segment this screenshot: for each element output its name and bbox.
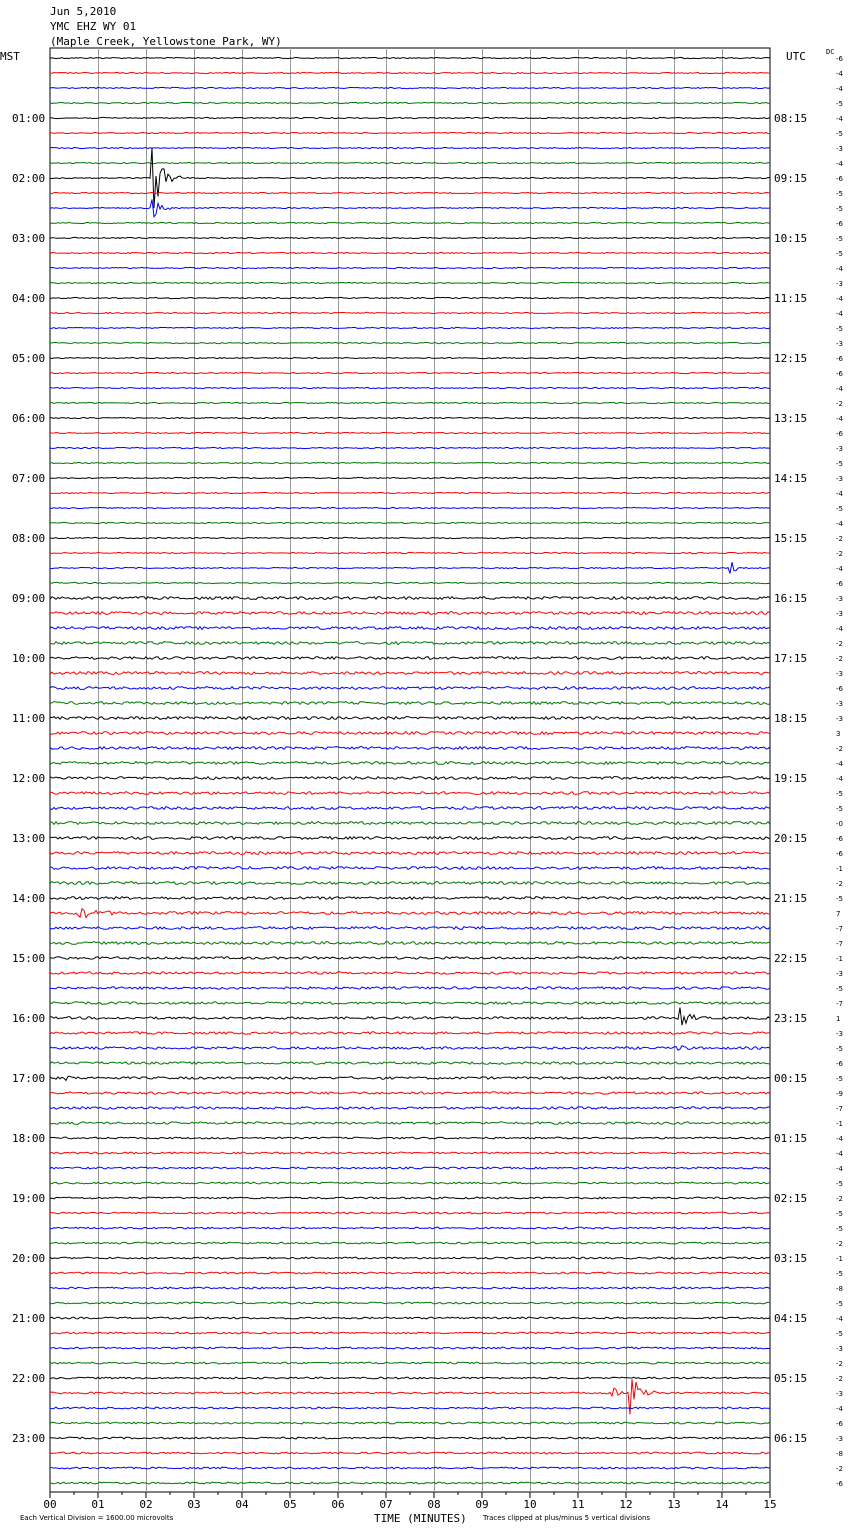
seismic-trace — [50, 762, 770, 765]
mst-hour-label: 16:00 — [12, 1012, 46, 1025]
seismic-trace — [50, 672, 770, 675]
utc-hour-label: 23:15 — [774, 1012, 808, 1025]
seismic-trace — [50, 1422, 770, 1424]
dc-offset-label: -5 — [836, 130, 843, 138]
seismic-trace — [50, 297, 770, 298]
dc-offset-label: -2 — [836, 1375, 843, 1383]
utc-hour-label: 16:15 — [774, 592, 808, 605]
utc-hour-label: 22:15 — [774, 952, 808, 965]
seismic-trace — [50, 957, 770, 959]
seismic-trace — [50, 942, 770, 945]
mst-hour-label: 13:00 — [12, 832, 46, 845]
dc-label: DC — [826, 48, 835, 56]
seismic-trace — [50, 387, 770, 388]
x-tick-label: 15 — [763, 1498, 777, 1511]
seismic-trace — [50, 909, 770, 918]
seismic-trace — [50, 852, 770, 855]
dc-offset-label: -2 — [836, 1465, 843, 1473]
seismic-trace — [50, 492, 770, 493]
dc-offset-label: -4 — [836, 1150, 843, 1158]
dc-offset-label: -5 — [836, 1180, 843, 1188]
dc-offset-label: -4 — [836, 1135, 843, 1143]
seismic-trace — [50, 282, 770, 283]
dc-offset-label: -4 — [836, 310, 843, 318]
seismic-trace — [50, 642, 770, 645]
seismic-trace — [50, 342, 770, 343]
seismic-trace — [50, 1046, 770, 1051]
dc-offset-label: -5 — [836, 1045, 843, 1053]
dc-offset-label: -6 — [836, 355, 843, 363]
utc-hour-label: 13:15 — [774, 412, 808, 425]
dc-offset-label: -2 — [836, 1360, 843, 1368]
dc-offset-label: -5 — [836, 1225, 843, 1233]
dc-offset-label: -3 — [836, 700, 843, 708]
seismic-trace — [50, 102, 770, 103]
x-tick-label: 06 — [331, 1498, 345, 1511]
dc-offset-label: -2 — [836, 745, 843, 753]
dc-offset-label: -5 — [836, 505, 843, 513]
seismic-trace — [50, 1182, 770, 1184]
seismic-trace — [50, 1467, 770, 1469]
seismic-trace — [50, 1302, 770, 1304]
seismic-trace — [50, 357, 770, 358]
mst-hour-label: 03:00 — [12, 232, 46, 245]
seismic-trace — [50, 1332, 770, 1334]
seismic-trace — [50, 1482, 770, 1484]
header-date: Jun 5,2010 — [50, 5, 117, 18]
dc-offset-label: -4 — [836, 115, 843, 123]
dc-offset-label: -5 — [836, 790, 843, 798]
seismic-trace — [50, 552, 770, 553]
seismic-trace — [50, 792, 770, 795]
mst-hour-label: 23:00 — [12, 1432, 46, 1445]
seismic-trace — [50, 327, 770, 328]
mst-hour-label: 04:00 — [12, 292, 46, 305]
dc-offset-label: -5 — [836, 250, 843, 258]
dc-offset-label: -4 — [836, 265, 843, 273]
seismic-trace — [50, 132, 770, 133]
dc-offset-label: -4 — [836, 1165, 843, 1173]
seismic-trace — [50, 927, 770, 930]
seismic-trace — [50, 562, 770, 573]
x-tick-label: 10 — [523, 1498, 537, 1511]
seismic-trace — [50, 717, 770, 720]
dc-offset-label: -4 — [836, 1405, 843, 1413]
dc-offset-label: -0 — [836, 820, 843, 828]
seismic-trace — [50, 162, 770, 163]
seismic-trace — [50, 972, 770, 974]
dc-offset-label: -5 — [836, 1075, 843, 1083]
dc-offset-label: -9 — [836, 1090, 843, 1098]
dc-offset-label: -4 — [836, 625, 843, 633]
seismic-trace — [50, 1032, 770, 1034]
mst-hour-label: 15:00 — [12, 952, 46, 965]
dc-offset-label: 3 — [836, 730, 841, 738]
dc-offset-label: -8 — [836, 1450, 843, 1458]
dc-offset-label: -3 — [836, 280, 843, 288]
dc-offset-label: -3 — [836, 970, 843, 978]
x-tick-label: 01 — [91, 1498, 105, 1511]
utc-hour-label: 19:15 — [774, 772, 808, 785]
seismic-trace — [50, 1452, 770, 1454]
dc-offset-label: -1 — [836, 1255, 843, 1263]
seismic-trace — [50, 267, 770, 268]
seismic-trace — [50, 1076, 770, 1080]
utc-hour-label: 14:15 — [774, 472, 808, 485]
dc-offset-label: -2 — [836, 400, 843, 408]
dc-offset-label: -3 — [836, 445, 843, 453]
utc-hour-label: 01:15 — [774, 1132, 808, 1145]
seismic-trace — [50, 222, 770, 223]
dc-offset-label: -3 — [836, 595, 843, 603]
utc-hour-label: 00:15 — [774, 1072, 808, 1085]
dc-offset-label: 7 — [836, 910, 841, 918]
dc-offset-label: -3 — [836, 475, 843, 483]
seismic-trace — [50, 702, 770, 705]
dc-offset-label: -6 — [836, 580, 843, 588]
dc-offset-label: -4 — [836, 85, 843, 93]
seismic-trace — [50, 627, 770, 630]
x-tick-label: 04 — [235, 1498, 249, 1511]
dc-offset-label: -5 — [836, 325, 843, 333]
mst-hour-label: 07:00 — [12, 472, 46, 485]
dc-offset-label: -3 — [836, 610, 843, 618]
dc-offset-label: -6 — [836, 175, 843, 183]
mst-hour-label: 18:00 — [12, 1132, 46, 1145]
dc-offset-label: -5 — [836, 190, 843, 198]
x-tick-label: 00 — [43, 1498, 57, 1511]
dc-offset-label: -4 — [836, 760, 843, 768]
seismic-trace — [50, 477, 770, 478]
utc-hour-label: 02:15 — [774, 1192, 808, 1205]
dc-offset-label: -3 — [836, 715, 843, 723]
dc-offset-label: -6 — [836, 1480, 843, 1488]
dc-offset-label: -4 — [836, 1315, 843, 1323]
seismic-trace — [50, 148, 770, 209]
seismic-trace — [50, 1062, 770, 1064]
dc-offset-label: -7 — [836, 940, 843, 948]
utc-hour-label: 21:15 — [774, 892, 808, 905]
seismic-trace — [50, 1212, 770, 1214]
seismic-trace — [50, 199, 770, 216]
dc-offset-label: -2 — [836, 655, 843, 663]
dc-offset-label: -2 — [836, 1240, 843, 1248]
seismic-trace — [50, 747, 770, 750]
seismic-trace — [50, 582, 770, 583]
seismic-trace — [50, 1272, 770, 1274]
mst-hour-label: 08:00 — [12, 532, 46, 545]
seismic-trace — [50, 1347, 770, 1349]
dc-offset-label: -1 — [836, 955, 843, 963]
dc-offset-label: -1 — [836, 1120, 843, 1128]
x-tick-label: 07 — [379, 1498, 393, 1511]
x-axis-title: TIME (MINUTES) — [374, 1512, 467, 1525]
dc-offset-label: -4 — [836, 490, 843, 498]
mst-hour-label: 20:00 — [12, 1252, 46, 1265]
dc-offset-label: -3 — [836, 1390, 843, 1398]
dc-offset-label: -4 — [836, 775, 843, 783]
seismic-trace — [50, 462, 770, 463]
x-tick-label: 08 — [427, 1498, 441, 1511]
dc-offset-label: -3 — [836, 145, 843, 153]
seismic-trace — [50, 612, 770, 615]
dc-offset-label: -4 — [836, 520, 843, 528]
mst-hour-label: 11:00 — [12, 712, 46, 725]
seismic-trace — [50, 1167, 770, 1169]
seismic-trace — [50, 1379, 770, 1414]
mst-hour-label: 09:00 — [12, 592, 46, 605]
seismic-trace — [50, 777, 770, 780]
seismic-trace — [50, 732, 770, 735]
seismic-trace — [50, 867, 770, 870]
seismic-trace — [50, 237, 770, 238]
seismic-trace — [50, 1002, 770, 1004]
seismic-trace — [50, 1287, 770, 1289]
dc-offset-label: -4 — [836, 160, 843, 168]
dc-offset-label: -5 — [836, 1330, 843, 1338]
utc-hour-label: 12:15 — [774, 352, 808, 365]
dc-offset-label: -6 — [836, 430, 843, 438]
seismic-trace — [50, 657, 770, 660]
dc-offset-label: -5 — [836, 460, 843, 468]
mst-hour-label: 22:00 — [12, 1372, 46, 1385]
mst-hour-label: 19:00 — [12, 1192, 46, 1205]
seismic-trace — [50, 1407, 770, 1409]
seismic-trace — [50, 312, 770, 313]
seismic-trace — [50, 1317, 770, 1319]
x-tick-label: 13 — [667, 1498, 681, 1511]
mst-hour-label: 10:00 — [12, 652, 46, 665]
utc-hour-label: 11:15 — [774, 292, 808, 305]
dc-offset-label: -3 — [836, 670, 843, 678]
mst-hour-label: 12:00 — [12, 772, 46, 785]
seismic-trace — [50, 1197, 770, 1199]
mst-hour-label: 02:00 — [12, 172, 46, 185]
dc-offset-label: -2 — [836, 550, 843, 558]
dc-offset-label: -6 — [836, 370, 843, 378]
mst-hour-label: 21:00 — [12, 1312, 46, 1325]
dc-offset-label: -6 — [836, 220, 843, 228]
dc-offset-label: -5 — [836, 895, 843, 903]
dc-offset-label: -6 — [836, 835, 843, 843]
dc-offset-label: -5 — [836, 805, 843, 813]
dc-offset-label: -4 — [836, 70, 843, 78]
dc-offset-label: -5 — [836, 1210, 843, 1218]
x-tick-label: 03 — [187, 1498, 201, 1511]
utc-hour-label: 20:15 — [774, 832, 808, 845]
seismic-trace — [50, 1242, 770, 1244]
seismic-trace — [50, 897, 770, 900]
x-tick-label: 11 — [571, 1498, 585, 1511]
seismic-trace — [50, 522, 770, 523]
dc-offset-label: -4 — [836, 415, 843, 423]
dc-offset-label: -4 — [836, 385, 843, 393]
seismic-trace — [50, 882, 770, 885]
dc-offset-label: -5 — [836, 1270, 843, 1278]
mst-hour-label: 01:00 — [12, 112, 46, 125]
dc-offset-label: -2 — [836, 880, 843, 888]
seismic-trace — [50, 1008, 770, 1026]
seismic-trace — [50, 687, 770, 690]
dc-offset-label: -5 — [836, 1300, 843, 1308]
mst-hour-label: 05:00 — [12, 352, 46, 365]
utc-hour-label: 05:15 — [774, 1372, 808, 1385]
seismic-trace — [50, 1137, 770, 1139]
seismic-trace — [50, 597, 770, 600]
seismic-trace — [50, 1092, 770, 1094]
dc-offset-label: -5 — [836, 205, 843, 213]
seismic-trace — [50, 1227, 770, 1229]
seismic-trace — [50, 822, 770, 825]
utc-hour-label: 04:15 — [774, 1312, 808, 1325]
header-location: (Maple Creek, Yellowstone Park, WY) — [50, 35, 282, 48]
utc-hour-label: 03:15 — [774, 1252, 808, 1265]
dc-offset-label: -2 — [836, 640, 843, 648]
dc-offset-label: -6 — [836, 55, 843, 63]
utc-hour-label: 15:15 — [774, 532, 808, 545]
dc-offset-label: -4 — [836, 565, 843, 573]
seismic-trace — [50, 537, 770, 538]
seismic-trace — [50, 1152, 770, 1154]
x-tick-label: 05 — [283, 1498, 297, 1511]
seismic-trace — [50, 837, 770, 840]
seismic-trace — [50, 57, 770, 58]
dc-offset-label: -7 — [836, 925, 843, 933]
mst-hour-label: 06:00 — [12, 412, 46, 425]
plot-frame — [50, 48, 770, 1492]
dc-offset-label: -2 — [836, 1195, 843, 1203]
clip-note: Traces clipped at plus/minus 5 vertical divisions — [483, 1514, 651, 1522]
x-tick-label: 12 — [619, 1498, 633, 1511]
dc-offset-label: -5 — [836, 100, 843, 108]
header-station: YMC EHZ WY 01 — [50, 20, 137, 33]
seismic-trace — [50, 147, 770, 148]
dc-offset-label: -6 — [836, 850, 843, 858]
mst-hour-label: 14:00 — [12, 892, 46, 905]
seismic-trace — [50, 117, 770, 118]
dc-offset-label: -6 — [836, 1420, 843, 1428]
dc-offset-label: -5 — [836, 235, 843, 243]
scale-note: Each Vertical Division = 1600.00 microvolts — [20, 1514, 174, 1522]
seismic-trace — [50, 1437, 770, 1439]
seismic-trace — [50, 72, 770, 73]
dc-offset-label: -4 — [836, 295, 843, 303]
dc-offset-label: -5 — [836, 985, 843, 993]
x-tick-label: 09 — [475, 1498, 489, 1511]
dc-offset-label: 1 — [836, 1015, 841, 1023]
dc-offset-label: -2 — [836, 535, 843, 543]
dc-offset-label: -3 — [836, 1345, 843, 1353]
seismic-trace — [50, 87, 770, 88]
dc-offset-label: -6 — [836, 685, 843, 693]
utc-label: UTC — [786, 50, 806, 63]
seismic-trace — [50, 807, 770, 810]
x-tick-label: 14 — [715, 1498, 729, 1511]
dc-offset-label: -3 — [836, 340, 843, 348]
seismic-trace — [50, 372, 770, 373]
seismic-trace — [50, 507, 770, 508]
utc-hour-label: 08:15 — [774, 112, 808, 125]
utc-hour-label: 17:15 — [774, 652, 808, 665]
utc-hour-label: 09:15 — [774, 172, 808, 185]
x-tick-label: 02 — [139, 1498, 153, 1511]
seismic-trace — [50, 432, 770, 433]
seismic-trace — [50, 402, 770, 403]
seismic-trace — [50, 252, 770, 253]
seismic-trace — [50, 447, 770, 448]
utc-hour-label: 06:15 — [774, 1432, 808, 1445]
seismic-trace — [50, 1362, 770, 1364]
dc-offset-label: -1 — [836, 865, 843, 873]
mst-hour-label: 17:00 — [12, 1072, 46, 1085]
dc-offset-label: -3 — [836, 1435, 843, 1443]
seismic-trace — [50, 1257, 770, 1259]
dc-offset-label: -7 — [836, 1000, 843, 1008]
dc-offset-label: -6 — [836, 1060, 843, 1068]
mst-label: MST — [0, 50, 20, 63]
dc-offset-label: -3 — [836, 1030, 843, 1038]
seismic-trace — [50, 417, 770, 418]
seismic-trace — [50, 1122, 770, 1124]
dc-offset-label: -7 — [836, 1105, 843, 1113]
seismic-trace — [50, 1107, 770, 1109]
seismic-trace — [50, 1377, 770, 1379]
seismic-trace — [50, 987, 770, 989]
dc-offset-label: -8 — [836, 1285, 843, 1293]
utc-hour-label: 10:15 — [774, 232, 808, 245]
utc-hour-label: 18:15 — [774, 712, 808, 725]
